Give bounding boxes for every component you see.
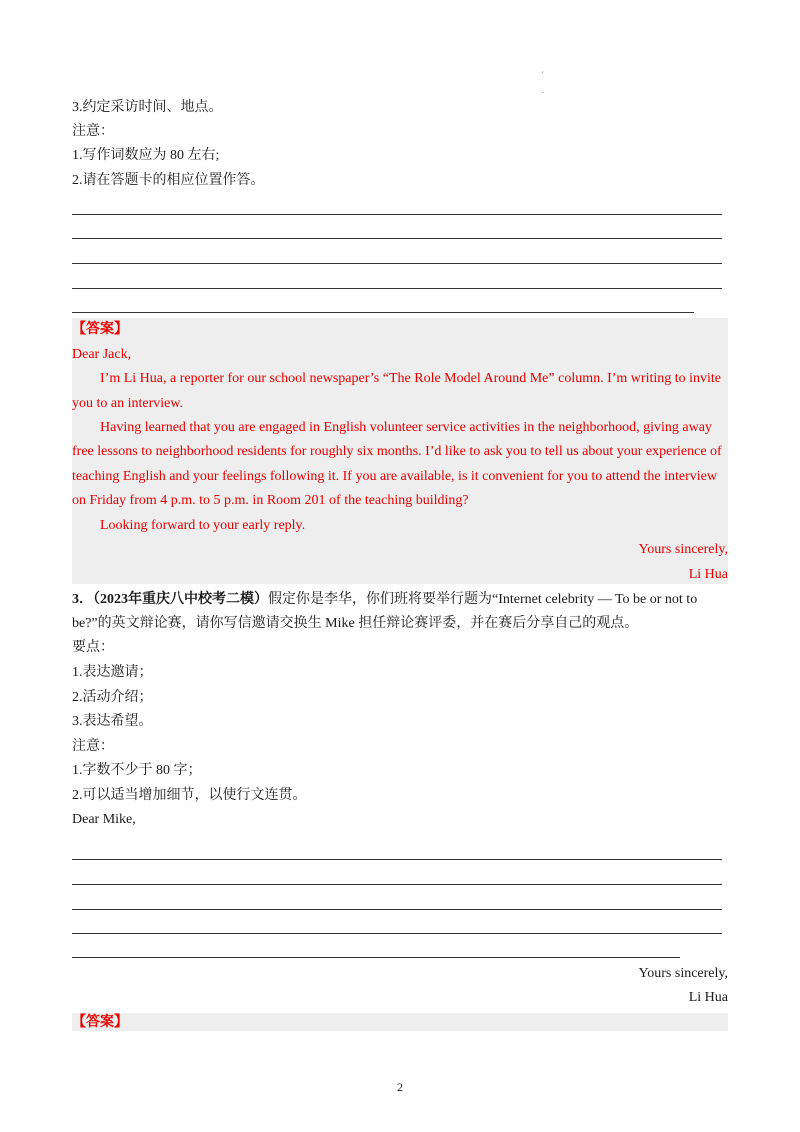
letter-closing: Yours sincerely, bbox=[638, 966, 728, 981]
question-3-line-2: be?”的英文辩论赛，请你写信邀请交换生 Mike 担任辩论赛评委，并在赛后分享自己的观点。 bbox=[72, 616, 639, 631]
answer-line bbox=[72, 263, 722, 264]
answer-line bbox=[72, 933, 722, 934]
points-title: 要点： bbox=[72, 640, 114, 655]
point-1: 1.表达邀请； bbox=[72, 665, 153, 680]
letter-paragraph-2-cont: free lessons to neighborhood residents for roughly six months. I’d like to ask you to tell us about your experience of bbox=[72, 444, 722, 459]
answer-line bbox=[72, 859, 722, 860]
letter-paragraph-1-cont: you to an interview. bbox=[72, 396, 184, 411]
letter-greeting: Dear Mike, bbox=[72, 812, 136, 827]
question-prompt: 假定你是李华，你们班将要举行题为“Internet celebrity — To be or not to bbox=[268, 592, 698, 607]
letter-paragraph-3: Looking forward to your early reply. bbox=[100, 518, 306, 533]
letter-closing: Yours sincerely, bbox=[638, 542, 728, 557]
letter-paragraph-1: I’m Li Hua, a reporter for our school newspaper’s “The Role Model Around Me” column. I’m writing to invite bbox=[100, 371, 722, 386]
letter-paragraph-2: Having learned that you are engaged in English volunteer service activities in the neighborhood, giving away bbox=[100, 420, 712, 435]
letter-paragraph-2-cont: teaching English and your feelings following it. If you are available, is it convenient for you to attend the interview bbox=[72, 469, 717, 484]
requirement-point-3: 3.约定采访时间、地点。 bbox=[72, 100, 223, 115]
answer-line bbox=[72, 957, 680, 958]
letter-signature: Li Hua bbox=[688, 990, 728, 1005]
note-2: 2.可以适当增加细节，以使行文连贯。 bbox=[72, 788, 307, 803]
answer-label: 【答案】 bbox=[72, 322, 128, 337]
notes-title: 注意： bbox=[72, 124, 114, 139]
answer-line bbox=[72, 884, 722, 885]
answer-line bbox=[72, 909, 722, 910]
letter-paragraph-2-cont: on Friday from 4 p.m. to 5 p.m. in Room 201 of the teaching building? bbox=[72, 493, 469, 508]
note-1: 1.写作词数应为 80 左右; bbox=[72, 148, 220, 163]
letter-greeting: Dear Jack, bbox=[72, 347, 132, 362]
answer-line bbox=[72, 214, 722, 215]
answer-box bbox=[72, 1013, 728, 1031]
scan-mark: ' bbox=[542, 70, 544, 79]
note-2: 2.请在答题卡的相应位置作答。 bbox=[72, 173, 265, 188]
question-number: 3． bbox=[72, 592, 93, 607]
page-number: 2 bbox=[397, 1080, 403, 1094]
answer-line bbox=[72, 288, 722, 289]
point-3: 3.表达希望。 bbox=[72, 714, 153, 729]
note-1: 1.字数不少于 80 字； bbox=[72, 763, 202, 778]
scan-mark: . bbox=[542, 86, 544, 95]
answer-line bbox=[72, 238, 722, 239]
answer-line bbox=[72, 312, 694, 313]
answer-label: 【答案】 bbox=[72, 1015, 128, 1030]
notes-title: 注意： bbox=[72, 739, 114, 754]
letter-signature: Li Hua bbox=[688, 567, 728, 582]
question-source: （2023年重庆八中校考二模） bbox=[93, 592, 268, 607]
point-2: 2.活动介绍； bbox=[72, 690, 153, 705]
question-3-line-1 bbox=[72, 590, 697, 610]
